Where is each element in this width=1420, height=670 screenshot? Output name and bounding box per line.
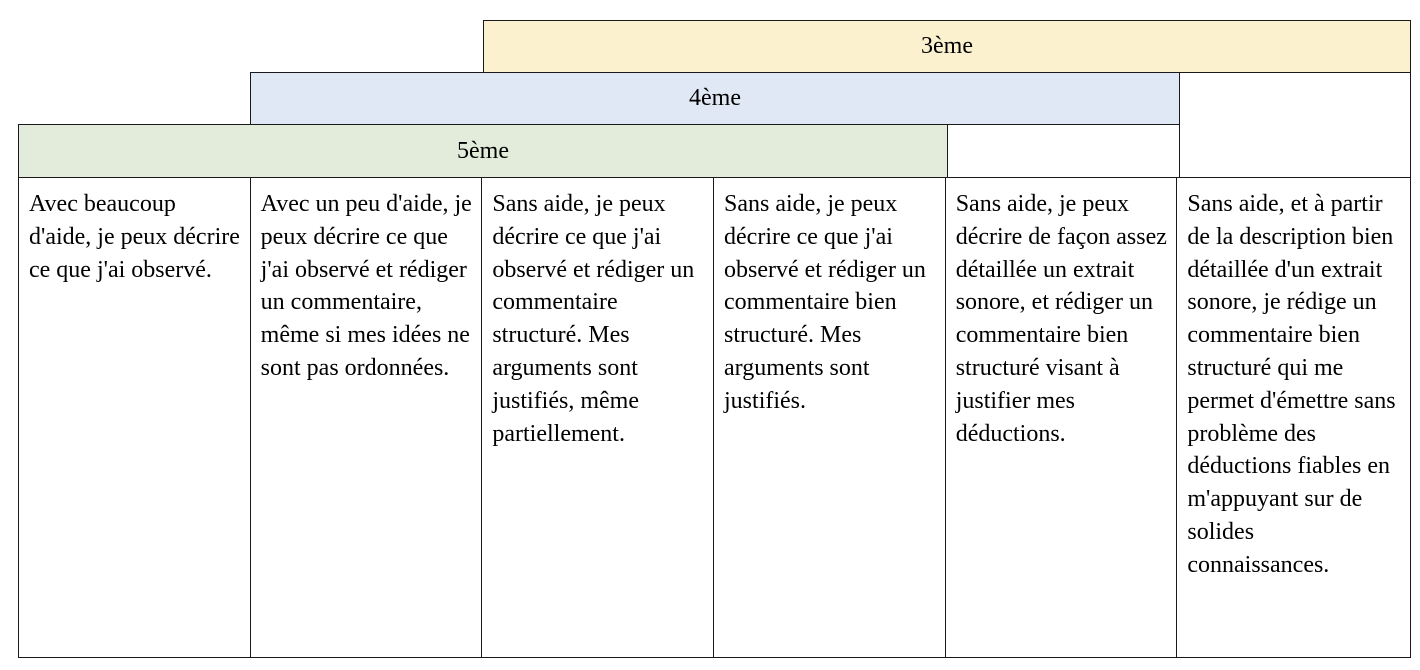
descriptor-cell-4: Sans aide, je peux décrire ce que j'ai observé et rédiger un commentaire bien structuré. Mes arguments sont justifiés. (714, 177, 946, 657)
descriptor-row (18, 177, 1411, 658)
empty-header-cell (1179, 72, 1411, 178)
descriptor-cell-2: Avec un peu d'aide, je peux décrire ce que j'ai observé et rédiger un commentaire, même si mes idées ne sont pas ordonnées. (251, 177, 483, 657)
level-5eme-label: 5ème (457, 137, 509, 164)
level-5eme-header (18, 124, 948, 178)
descriptor-cell-6: Sans aide, et à partir de la description bien détaillée d'un extrait sonore, je rédige un commentaire bien structuré qui me permet d'émettre sans problème des déductions fiables en m'appuyant sur de solides connaissances. (1187, 191, 1396, 578)
level-3eme-label: 3ème (921, 33, 973, 59)
descriptor-cell-3: Sans aide, je peux décrire ce que j'ai observé et rédiger un commentaire structuré. Mes arguments sont justifiés, même partiellement. (482, 177, 714, 657)
descriptor-cell-1: Avec beaucoup d'aide, je peux décrire ce que j'ai observé. (19, 177, 251, 657)
descriptor-cell-5: Sans aide, je peux décrire de façon assez détaillée un extrait sonore, et rédiger un commentaire bien structuré visant à justifier mes déductions. (946, 177, 1178, 657)
level-4eme-label: 4ème (689, 85, 741, 111)
empty-header-cell (947, 124, 1181, 178)
level-3eme-header (483, 20, 1411, 73)
level-4eme-header (250, 72, 1180, 125)
